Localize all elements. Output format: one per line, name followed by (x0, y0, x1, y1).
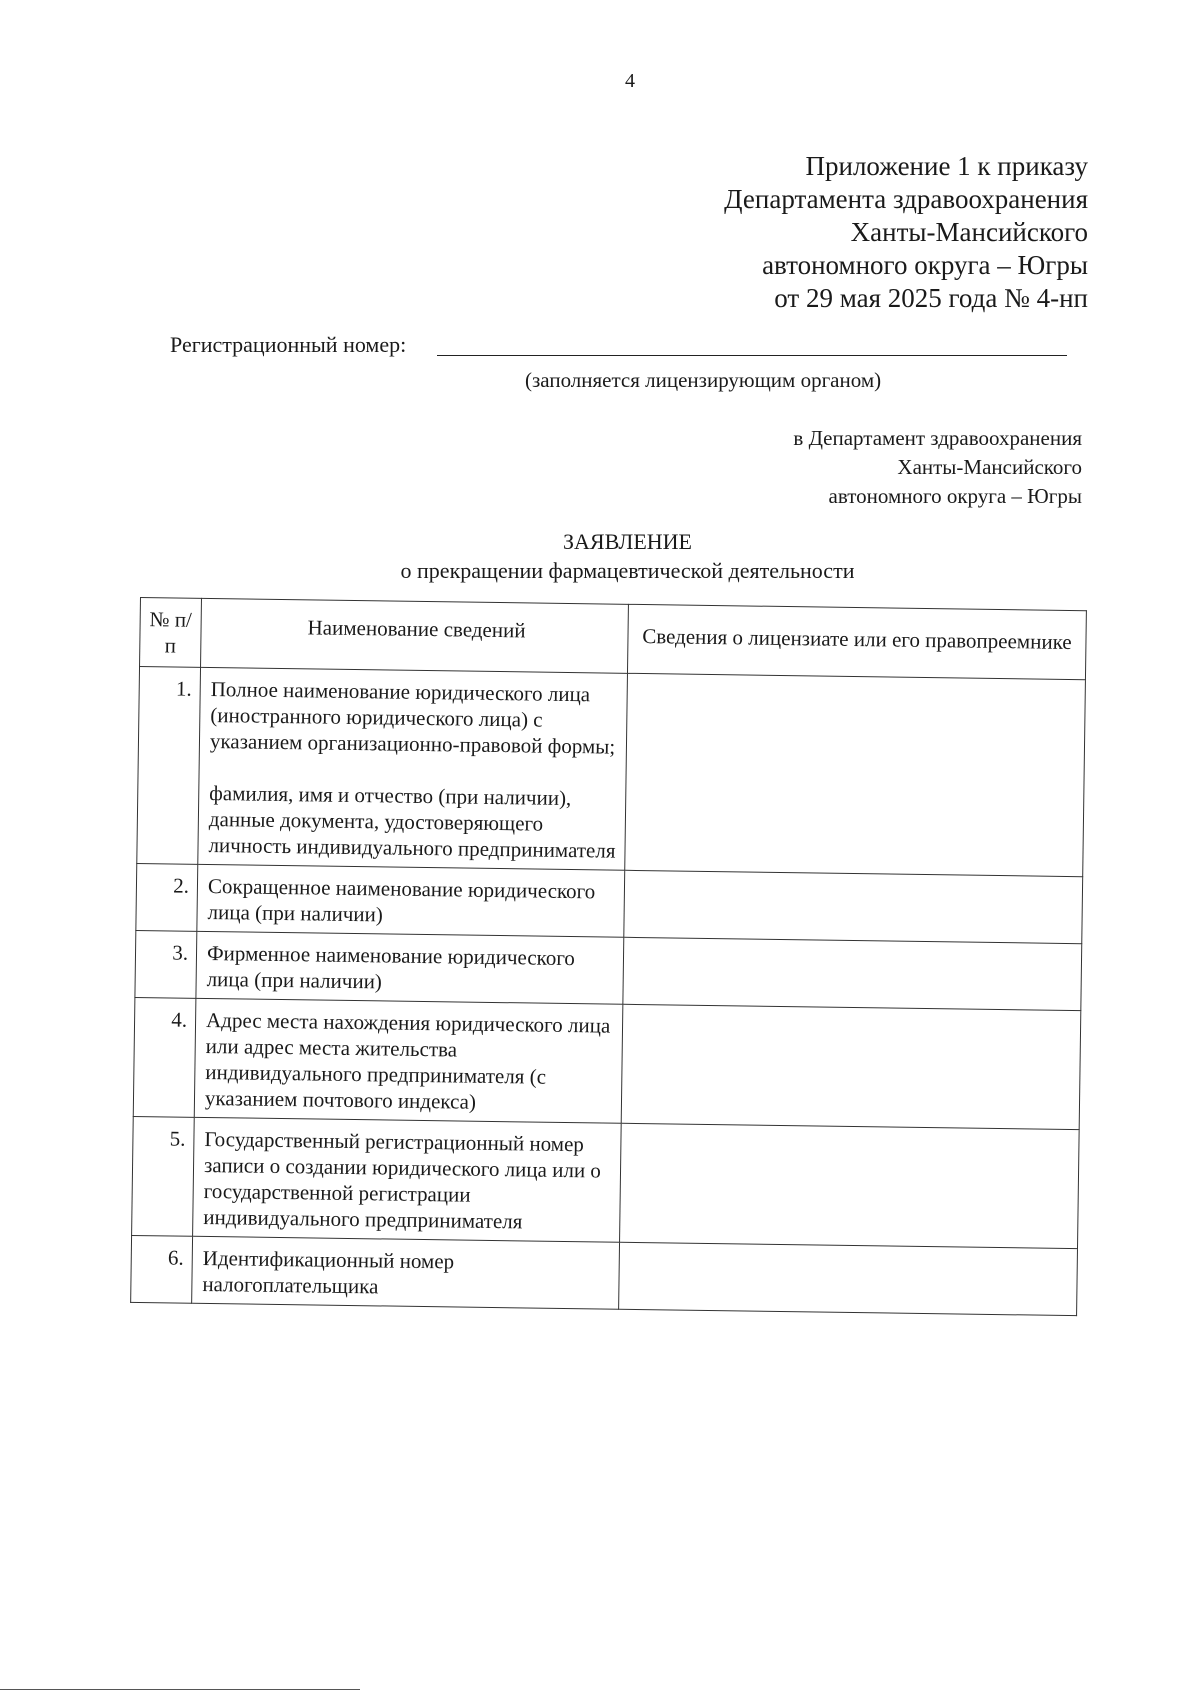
registration-number-hint: (заполняется лицензирующим органом) (525, 368, 882, 392)
row-number: 6. (131, 1235, 193, 1303)
row-name-text: Идентификационный номер налогоплательщика (202, 1245, 455, 1299)
row-value-field[interactable] (620, 1123, 1080, 1248)
header-number: № п/п (140, 598, 202, 668)
table-row (131, 1235, 1078, 1315)
row-name-text: Сокращенное наименование юридического лица (при наличии) (207, 873, 596, 927)
attachment-line: автономного округа – Югры (762, 250, 1088, 280)
table-row (132, 1116, 1080, 1248)
attachment-line: от 29 мая 2025 года № 4-нп (774, 283, 1088, 313)
row-value-field[interactable] (621, 1004, 1081, 1129)
attachment-line: Ханты-Мансийского (850, 217, 1088, 247)
row-name-text: Фирменное наименование юридического лица (при наличии) (206, 940, 576, 994)
page-bottom-rule (0, 1689, 360, 1690)
row-value-field[interactable] (625, 673, 1086, 876)
row-name (196, 931, 624, 1004)
row-name-text: Государственный регистрационный номер записи о создании юридического лица или о государственной регистрации индивидуального предпринимателя (203, 1126, 602, 1234)
recipient-line: автономного округа – Югры (828, 484, 1082, 508)
row-number: 4. (133, 997, 196, 1117)
document-title: ЗАЯВЛЕНИЕ (563, 529, 692, 554)
registration-number-label: Регистрационный номер: (170, 332, 407, 357)
recipient-line: Ханты-Мансийского (897, 455, 1082, 479)
row-number: 1. (137, 667, 201, 865)
row-name (192, 1236, 620, 1309)
row-number: 3. (135, 930, 197, 998)
attachment-reference (724, 150, 1088, 315)
page-number: 4 (625, 70, 635, 92)
header-name: Наименование сведений (201, 598, 629, 673)
row-name-text: Адрес места нахождения юридического лица или адрес места жительства индивидуального предпринимателя (с указанием почтового индекса) (204, 1007, 611, 1114)
row-value-field[interactable] (624, 870, 1083, 943)
application-form-table (130, 597, 1087, 1316)
attachment-line: Департамента здравоохранения (724, 184, 1088, 214)
registration-number-field[interactable] (437, 355, 1067, 356)
recipient-line: в Департамент здравоохранения (793, 426, 1082, 450)
row-number: 2. (136, 863, 198, 931)
table-header-row (140, 598, 1087, 680)
table-row (137, 667, 1086, 877)
row-name-text: Полное наименование юридического лица (иностранного юридического лица) с указанием организационно-правовой формы; (209, 676, 616, 759)
header-info: Сведения о лицензиате или его правопреемнике (627, 604, 1086, 679)
row-name-text: фамилия, имя и отчество (при наличии), данные документа, удостоверяющего личность индивидуального предпринимателя (208, 780, 616, 863)
row-name (198, 667, 628, 870)
recipient-block (793, 424, 1082, 511)
row-name (193, 1117, 622, 1242)
row-name (194, 998, 623, 1123)
row-number: 5. (132, 1116, 195, 1236)
row-value-field[interactable] (623, 937, 1082, 1010)
row-value-field[interactable] (619, 1242, 1078, 1315)
table-row (133, 997, 1081, 1129)
document-heading (0, 527, 1200, 585)
document-subtitle: о прекращении фармацевтической деятельности (400, 558, 855, 583)
row-name (197, 864, 625, 937)
attachment-line: Приложение 1 к приказу (805, 151, 1088, 181)
